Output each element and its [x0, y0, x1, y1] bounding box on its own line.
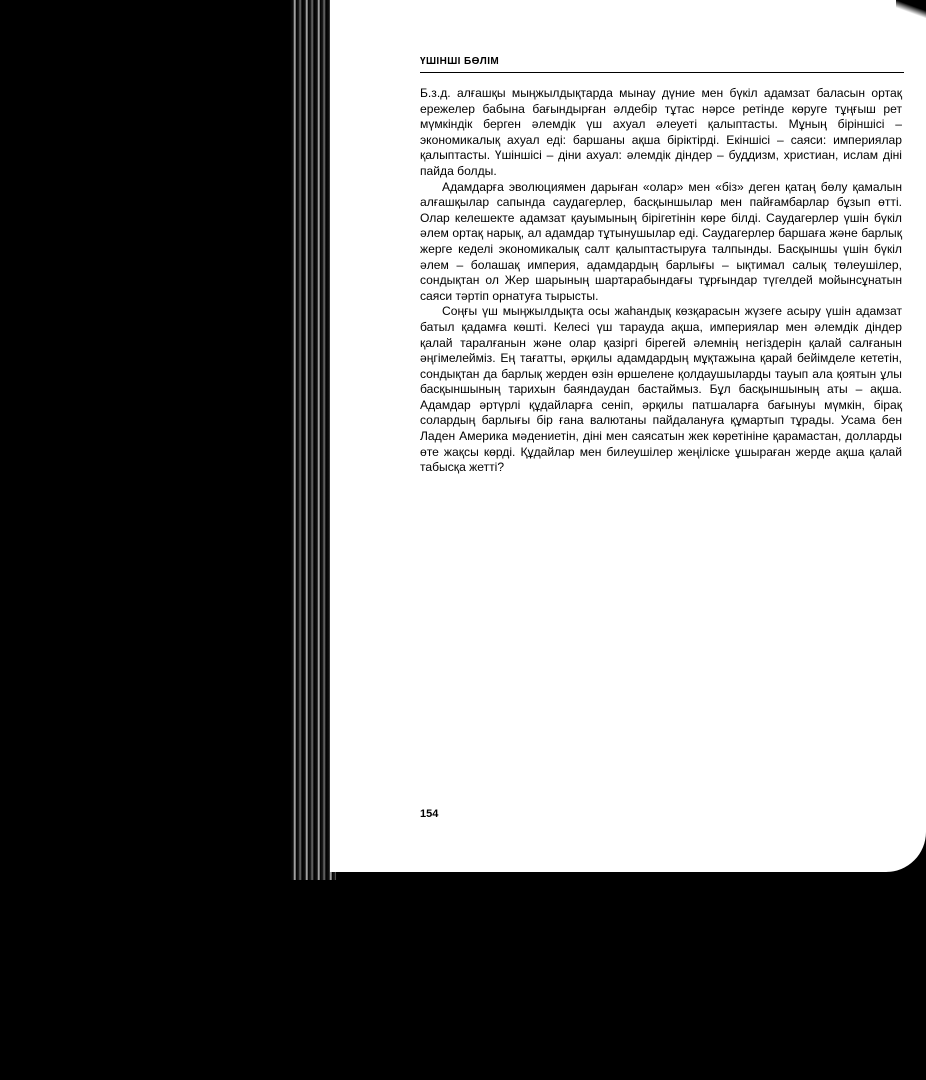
page-number: 154 — [420, 808, 439, 820]
paragraph: Соңғы үш мыңжылдықта осы жаһандық көзқарасын жүзеге асыру үшін адамзат батыл қадамға көшті. Келесі үш тарауда ақша, империялар мен әлемдік діндер қалай таралғанын және олар қазіргі бірегей әлемнің негіздерін қалай салғанын әңгімелейміз. Ең тағатты, әрқилы адамдардың мұқтажына қарай бейімделе кететін, сондықтан да барлық жерден өзін өршелене қолдаушыларды тауып ала қоятын ұлы басқыншының тарихын баяндаудан бастаймыз. Бұл басқыншының аты – ақша. Адамдар әртүрлі құдайларға сеніп, әрқилы патшаларға бағынуы мүмкін, бірақ солардың барлығы бір ғана валютаны пайдалануға құмартып тұрады. Усама бен Ладен Америка мәдениетін, діні мен саясатын жек көретініне қарамастан, долларды өте жақсы көрді. Құдайлар мен билеушілер жеңіліске ұшыраған жерде ақша қалай табысқа жетті? — [420, 304, 902, 475]
paragraph: Б.з.д. алғашқы мыңжылдықтарда мынау дүние мен бүкіл адамзат баласын ортақ ережелер бабына бағындырған әлдебір тұтас нәрсе ретінде көруге тұңғыш рет мүмкіндік берген әлемдік үш ахуал әлеуеті қалыптасты. Мұның біріншісі – экономикалық ахуал еді: баршаны ақша біріктірді. Екіншісі – саяси: империялар қалыптасты. Үшіншісі – діни ахуал: әлемдік діндер – буддизм, христиан, ислам діні пайда болды. — [420, 86, 902, 178]
header-rule — [420, 72, 904, 73]
paragraph: Адамдарға эволюциямен дарыған «олар» мен «біз» деген қатаң бөлу қамалын алғашқылар сапында саудагерлер, басқыншылар мен пайғамбарлар бұзып өтті. Олар келешекте адамзат қауымының бірігетінін көре білді. Саудагерлер үшін бүкіл әлем ортақ нарық, ал адамдар тұтынушылар еді. Саудагерлер баршаға және барлық жерге кеделі экономикалық салт қалыптастыруға талпынды. Басқыншы үшін бүкіл әлем – болашақ империя, адамдардың барлығы – ықтимал салық төлеушілер, сондықтан ол Жер шарының шартарабындағы тұрғындар түгелдей мойынсұнатын саяси тәртіп орнатуға тырысты. — [420, 179, 902, 303]
body-text — [420, 86, 902, 476]
book-page — [330, 0, 926, 872]
page-corner-shadow — [896, 0, 926, 20]
running-header: ҮШІНШІ БӨЛІМ — [420, 56, 500, 67]
